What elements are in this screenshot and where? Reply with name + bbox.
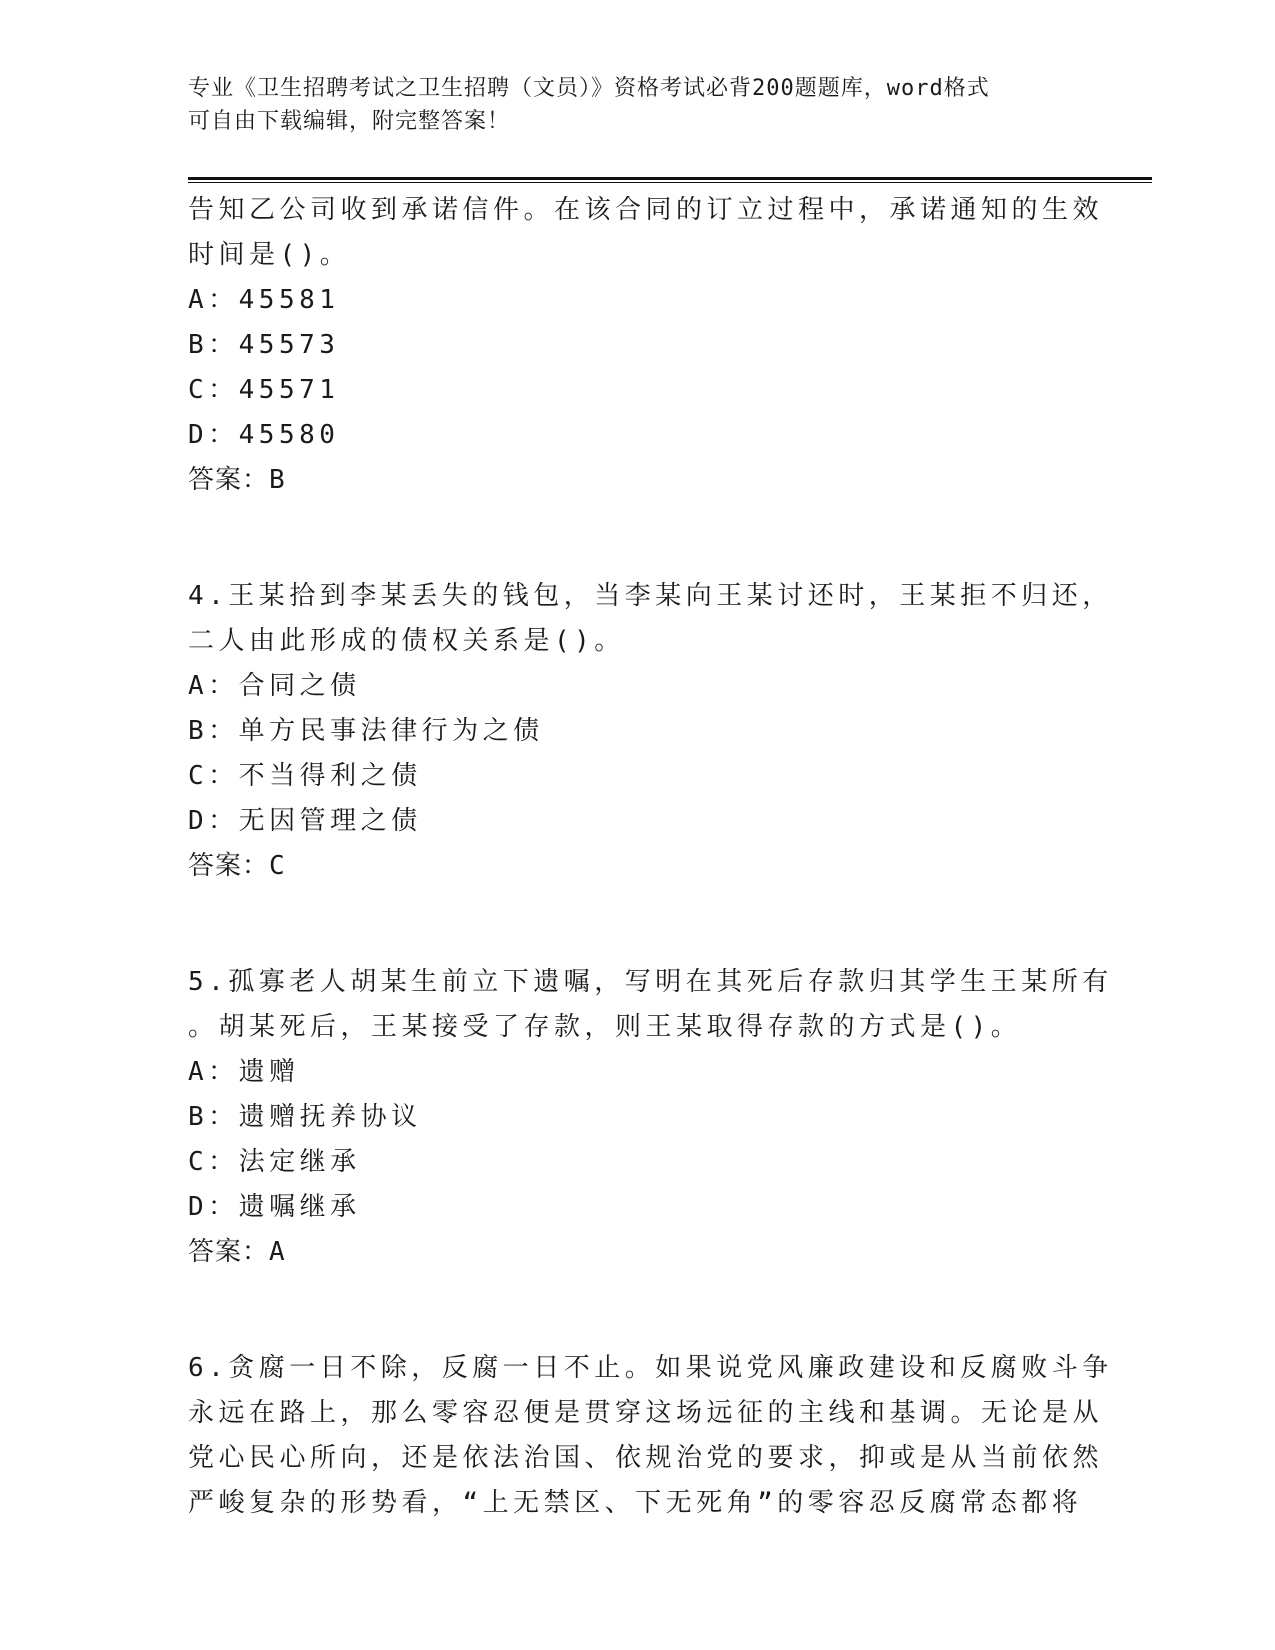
question-stem: 5.孤寡老人胡某生前立下遗嘱，写明在其死后存款归其学生王某所有 <box>188 967 1113 997</box>
question-stem: 。胡某死后，王某接受了存款，则王某取得存款的方式是()。 <box>188 1012 1022 1042</box>
option-c: C：法定继承 <box>188 1147 361 1177</box>
option-c: C：不当得利之债 <box>188 761 422 791</box>
option-d: D：45580 <box>188 420 340 450</box>
header-divider-thin <box>188 182 1152 183</box>
option-b: B：45573 <box>188 330 340 360</box>
option-d: D：遗嘱继承 <box>188 1192 361 1222</box>
option-a: A：合同之债 <box>188 671 361 701</box>
option-a: A：45581 <box>188 285 340 315</box>
answer-label: 答案：A <box>188 1237 286 1267</box>
option-c: C：45571 <box>188 375 340 405</box>
question-stem: 6.贪腐一日不除，反腐一日不止。如果说党风廉政建设和反腐败斗争 <box>188 1353 1113 1383</box>
question-stem: 告知乙公司收到承诺信件。在该合同的订立过程中，承诺通知的生效 <box>188 195 1104 225</box>
answer-label: 答案：B <box>188 465 286 495</box>
question-stem: 党心民心所向，还是依法治国、依规治党的要求，抑或是从当前依然 <box>188 1443 1104 1473</box>
header-title-line-1: 专业《卫生招聘考试之卫生招聘（文员）》资格考试必背200题题库，word格式 <box>188 76 990 101</box>
spacer <box>188 503 1068 574</box>
option-b: B：单方民事法律行为之债 <box>188 716 544 746</box>
question-3 <box>188 188 1104 503</box>
option-b: B：遗赠抚养协议 <box>188 1102 422 1132</box>
question-stem: 时间是()。 <box>188 240 351 270</box>
header-title-line-2: 可自由下载编辑，附完整答案！ <box>188 109 511 134</box>
question-stem: 严峻复杂的形势看，“上无禁区、下无死角”的零容忍反腐常态都将 <box>188 1488 1083 1518</box>
answer-label: 答案：C <box>188 851 286 881</box>
header-divider-thick <box>188 177 1152 180</box>
option-a: A：遗赠 <box>188 1057 300 1087</box>
question-6 <box>188 1346 1113 1526</box>
document-header <box>188 72 1068 138</box>
question-list <box>188 188 1113 1526</box>
question-stem: 永远在路上，那么零容忍便是贯穿这场远征的主线和基调。无论是从 <box>188 1398 1104 1428</box>
question-stem: 4.王某拾到李某丢失的钱包，当李某向王某讨还时，王某拒不归还， <box>188 581 1113 611</box>
spacer <box>188 1275 1068 1346</box>
document-page <box>188 72 1113 1518</box>
question-stem: 二人由此形成的债权关系是()。 <box>188 626 625 656</box>
question-4 <box>188 574 1113 889</box>
spacer <box>188 889 1068 960</box>
question-5 <box>188 960 1113 1275</box>
option-d: D：无因管理之债 <box>188 806 422 836</box>
